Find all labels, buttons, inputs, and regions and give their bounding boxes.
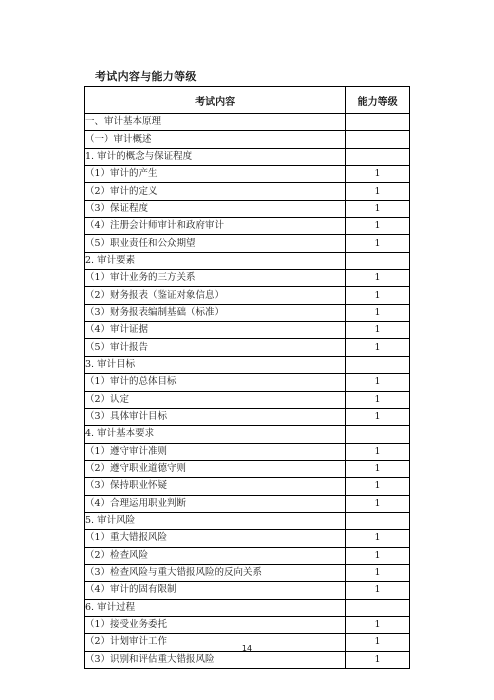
item-level: 1 [346, 374, 410, 391]
item-level: 1 [346, 166, 410, 183]
table-header-row [85, 87, 410, 114]
item-level: 1 [346, 322, 410, 339]
header-exam-content: 考试内容 [85, 87, 346, 114]
table-row [85, 582, 410, 599]
item-text: （5）审计报告 [85, 339, 346, 356]
table-row [85, 460, 410, 477]
item-text: 4. 审计基本要求 [85, 426, 346, 443]
item-text: （3）财务报表编制基础（标准） [85, 304, 346, 321]
item-text: （2）财务报表（鉴证对象信息） [85, 287, 346, 304]
item-level: 1 [346, 287, 410, 304]
item-level: 1 [346, 530, 410, 547]
item-text: 2. 审计要素 [85, 252, 346, 269]
item-level [346, 131, 410, 148]
table-row [85, 322, 410, 339]
table-row [85, 183, 410, 200]
item-text: （2）认定 [85, 391, 346, 408]
item-text: （5）职业责任和公众期望 [85, 235, 346, 252]
item-text: （4）审计的固有限制 [85, 582, 346, 599]
table-row [85, 131, 410, 148]
table-row [85, 512, 410, 529]
item-level: 1 [346, 582, 410, 599]
item-level [346, 512, 410, 529]
item-text: 一、审计基本原理 [85, 114, 346, 131]
item-text: （3）检查风险与重大错报风险的反向关系 [85, 564, 346, 581]
header-ability-level: 能力等级 [346, 87, 410, 114]
item-level [346, 599, 410, 616]
item-text: 1. 审计的概念与保证程度 [85, 148, 346, 165]
item-text: （2）审计的定义 [85, 183, 346, 200]
item-level: 1 [346, 616, 410, 633]
content-level-table [84, 86, 410, 669]
table-row [85, 339, 410, 356]
item-level: 1 [346, 460, 410, 477]
item-text: （1）重大错报风险 [85, 530, 346, 547]
item-level [346, 426, 410, 443]
item-level: 1 [346, 478, 410, 495]
table-row [85, 218, 410, 235]
item-level: 1 [346, 304, 410, 321]
item-text: （3）保持职业怀疑 [85, 478, 346, 495]
table-row [85, 564, 410, 581]
table-row [85, 114, 410, 131]
table-row [85, 547, 410, 564]
item-level [346, 148, 410, 165]
item-level: 1 [346, 564, 410, 581]
item-level [346, 114, 410, 131]
table-row [85, 443, 410, 460]
item-level: 1 [346, 391, 410, 408]
table-row [85, 356, 410, 373]
item-level: 1 [346, 495, 410, 512]
item-level: 1 [346, 408, 410, 425]
item-text: （2）检查风险 [85, 547, 346, 564]
item-text: （4）注册会计师审计和政府审计 [85, 218, 346, 235]
item-text: （2）遵守职业道德守则 [85, 460, 346, 477]
item-text: （1）接受业务委托 [85, 616, 346, 633]
table-row [85, 287, 410, 304]
table-body [85, 114, 410, 669]
item-level: 1 [346, 200, 410, 217]
item-level: 1 [346, 218, 410, 235]
item-text: （1）审计业务的三方关系 [85, 270, 346, 287]
item-text: （2）计划审计工作 [85, 634, 346, 651]
item-text: 6. 审计过程 [85, 599, 346, 616]
table-row [85, 616, 410, 633]
item-text: （1）审计的产生 [85, 166, 346, 183]
page-number: 14 [241, 644, 253, 653]
item-level: 1 [346, 547, 410, 564]
section-title: 考试内容与能力等级 [95, 70, 197, 83]
item-level: 1 [346, 183, 410, 200]
item-text: （3）识别和评估重大错报风险 [85, 651, 346, 668]
table-row [85, 148, 410, 165]
table-row [85, 495, 410, 512]
item-level: 1 [346, 270, 410, 287]
item-level: 1 [346, 339, 410, 356]
table-row [85, 651, 410, 668]
item-text: （一）审计概述 [85, 131, 346, 148]
table-row [85, 252, 410, 269]
item-text: （3）保证程度 [85, 200, 346, 217]
table-row [85, 408, 410, 425]
item-level: 1 [346, 235, 410, 252]
table-row [85, 374, 410, 391]
item-text: （1）审计的总体目标 [85, 374, 346, 391]
item-text: 5. 审计风险 [85, 512, 346, 529]
table-row [85, 200, 410, 217]
item-text: （3）具体审计目标 [85, 408, 346, 425]
item-level [346, 252, 410, 269]
table-row [85, 530, 410, 547]
table-row [85, 426, 410, 443]
item-level: 1 [346, 443, 410, 460]
item-text: 3. 审计目标 [85, 356, 346, 373]
item-level: 1 [346, 634, 410, 651]
item-level: 1 [346, 651, 410, 668]
table-row [85, 304, 410, 321]
table-row [85, 391, 410, 408]
table-row [85, 478, 410, 495]
table-row [85, 166, 410, 183]
table-row [85, 235, 410, 252]
item-text: （4）审计证据 [85, 322, 346, 339]
table-row [85, 599, 410, 616]
item-text: （4）合理运用职业判断 [85, 495, 346, 512]
item-level [346, 356, 410, 373]
item-text: （1）遵守审计准则 [85, 443, 346, 460]
table-row [85, 270, 410, 287]
